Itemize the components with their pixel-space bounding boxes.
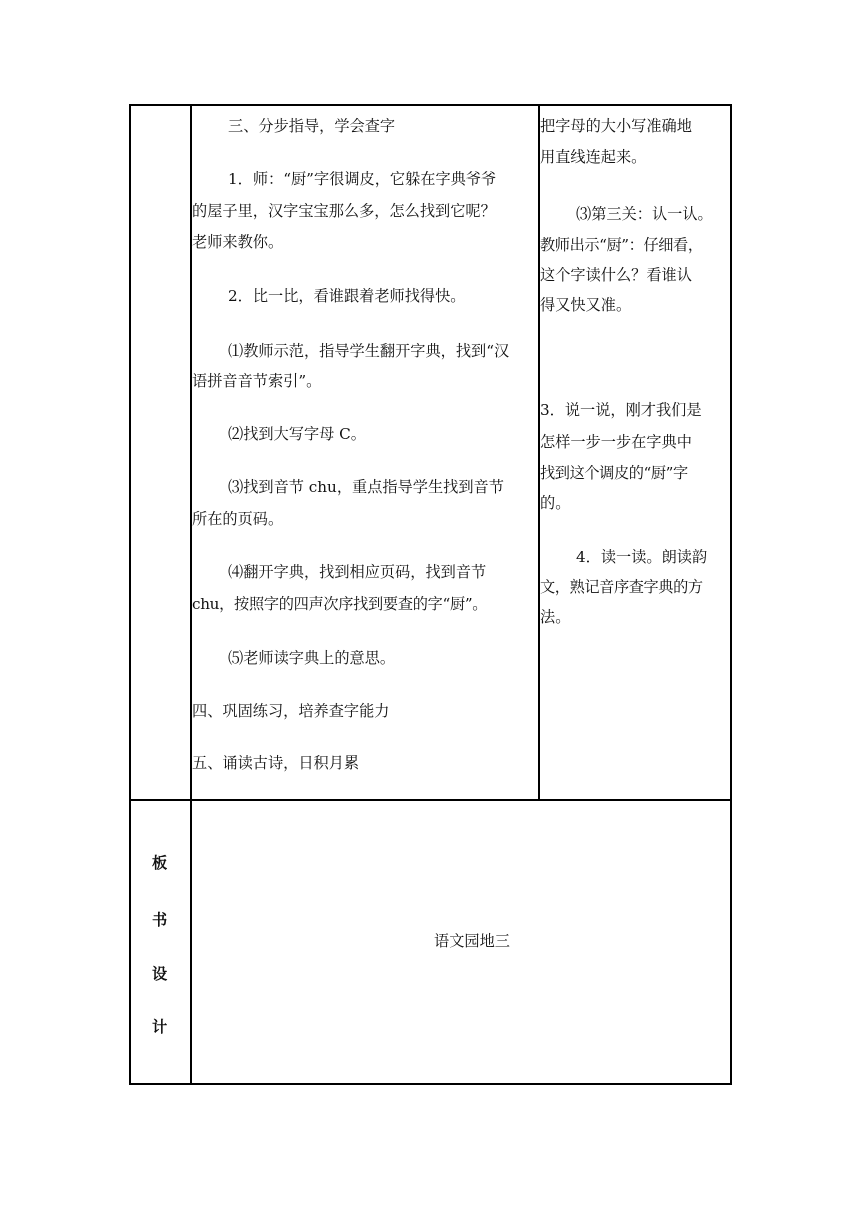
- board-label-char-2: 书: [152, 911, 168, 929]
- note2-line4: 得又快又准。: [540, 296, 632, 314]
- row-label-empty: [131, 106, 189, 798]
- note3-line2: 怎样一步一步在字典中: [540, 433, 692, 451]
- activity-notes-cell: [540, 106, 729, 798]
- note3-line3: 找到这个调皮的“厨”字: [540, 464, 688, 482]
- note1-line2: 用直线连起来。: [540, 148, 647, 166]
- sub1-line1: ⑴教师示范，指导学生翻开字典，找到“汉: [228, 342, 510, 360]
- note4-line2: 文，熟记音序查字典的方: [540, 578, 703, 596]
- board-title: 语文园地三: [434, 932, 510, 950]
- section-heading-5: 五、诵读古诗，日积月累: [192, 754, 360, 772]
- step1-line2: 的屋子里，汉字宝宝那么多，怎么找到它呢？: [192, 202, 496, 220]
- note4-line3: 法。: [540, 608, 571, 626]
- table-border-bottom: [129, 1083, 732, 1085]
- section-heading-4: 四、巩固练习，培养查字能力: [192, 702, 390, 720]
- note3-line1: 3．说一说，刚才我们是: [540, 401, 702, 419]
- table-border-right: [730, 104, 732, 1085]
- note1-line1: 把字母的大小写准确地: [540, 117, 692, 135]
- step2: 2．比一比，看谁跟着老师找得快。: [228, 287, 466, 305]
- sub3-line2: 所在的页码。: [192, 510, 284, 528]
- board-design-label-cell: [131, 801, 189, 1082]
- board-label-char-3: 设: [152, 965, 168, 983]
- sub4-line2: chu，按照字的四声次序找到要查的字“厨”。: [192, 595, 488, 613]
- note2-line2: 教师出示“厨”：仔细看，: [540, 236, 703, 254]
- sub1-line2: 语拼音音节索引”。: [192, 372, 322, 390]
- teaching-procedure-cell: [192, 106, 537, 798]
- step1-line3: 老师来教你。: [192, 233, 284, 251]
- board-label-char-1: 板: [152, 854, 168, 872]
- sub3-line1: ⑶找到音节 chu，重点指导学生找到音节: [228, 478, 504, 496]
- sub5: ⑸老师读字典上的意思。: [228, 649, 396, 667]
- section-heading-3: 三、分步指导，学会查字: [228, 117, 396, 135]
- sub4-line1: ⑷翻开字典，找到相应页码，找到音节: [228, 563, 487, 581]
- note2-line3: 这个字读什么？看谁认: [540, 266, 692, 284]
- board-design-content-cell: [192, 801, 729, 1082]
- board-label-char-4: 计: [152, 1018, 168, 1036]
- note3-line4: 的。: [540, 494, 571, 512]
- sub2: ⑵找到大写字母 C。: [228, 425, 366, 443]
- note2-line1: ⑶第三关：认一认。: [576, 205, 713, 223]
- step1-line1: 1．师：“厨”字很调皮，它躲在字典爷爷: [228, 170, 497, 188]
- note4-line1: 4．读一读。朗读韵: [576, 548, 708, 566]
